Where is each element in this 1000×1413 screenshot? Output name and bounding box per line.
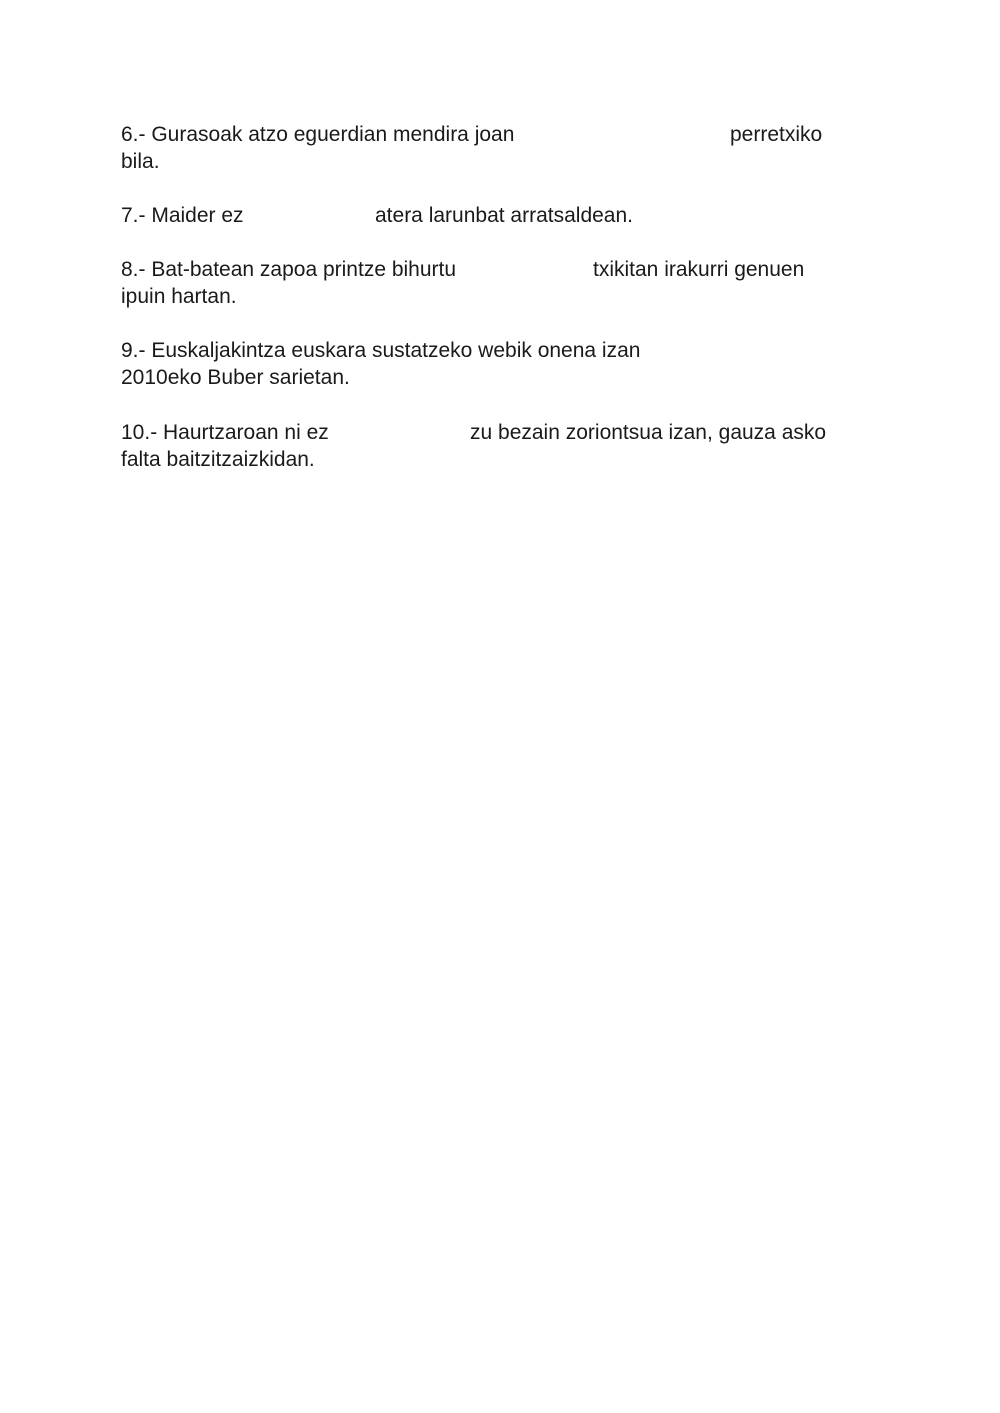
exercise-text-before-gap: 6.- Gurasoak atzo eguerdian mendira joan <box>121 123 515 146</box>
exercise-text-continuation: 2010eko Buber sarietan. <box>121 366 350 389</box>
answer-blank[interactable] <box>566 123 726 145</box>
exercise-text-before-gap: 8.- Bat-batean zapoa printze bihurtu <box>121 258 457 281</box>
exercise-text-after-gap: perretxiko <box>730 123 823 146</box>
exercise-text-before-gap: 9.- Euskaljakintza euskara sustatzeko webik onena izan <box>121 339 641 362</box>
exercise-text-continuation: ipuin hartan. <box>121 285 237 308</box>
answer-blank[interactable] <box>501 258 589 280</box>
answer-blank[interactable] <box>263 204 371 226</box>
exercise-text-before-gap: 7.- Maider ez <box>121 204 244 227</box>
exercise-text-before-gap: 10.- Haurtzaroan ni ez <box>121 421 329 444</box>
exercise-text-continuation: falta baitzitzaizkidan. <box>121 448 315 471</box>
answer-blank[interactable] <box>707 339 857 361</box>
exercise-text-after-gap: atera larunbat arratsaldean. <box>375 204 633 227</box>
answer-blank[interactable] <box>357 421 465 443</box>
exercise-text-continuation: bila. <box>121 150 160 173</box>
exercise-text-after-gap: txikitan irakurri genuen <box>593 258 805 281</box>
exercise-text-after-gap: zu bezain zoriontsua izan, gauza asko <box>470 421 827 444</box>
